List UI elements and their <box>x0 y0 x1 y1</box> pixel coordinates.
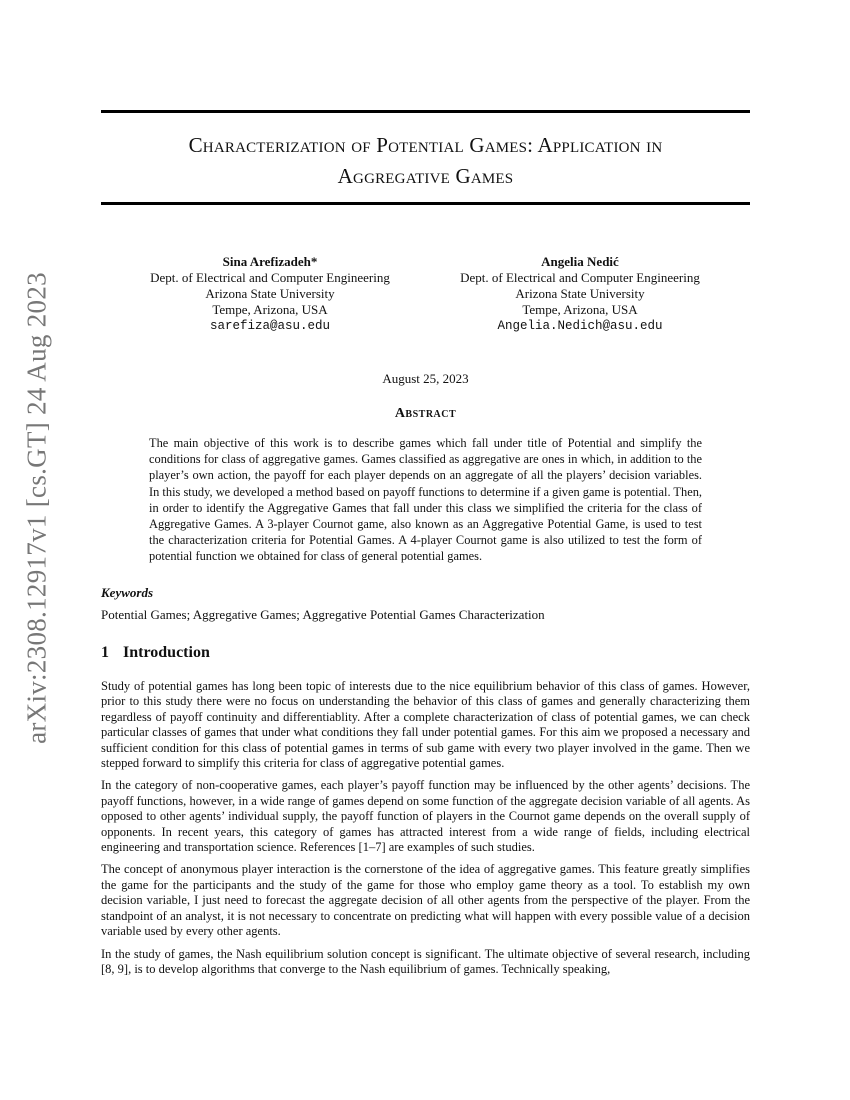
paragraph: Study of potential games has long been topic of interests due to the nice equilibrium behavior of this class of games. However, prior to this study there were no focus on understanding the behavior of this class of games and generally characterizing them regardless of payoff continuity and differentiablity. After a complete characterization of class of potential games, we can check particular classes of games that under what conditions they fall under potential games. For this aim we proposed a necessary and sufficient condition for this class of potential games in terms of sub game with every two player involved in the game. Then we stepped forward to simplify this criteria for class of aggregative potential games. <box>101 679 750 771</box>
paper-date: August 25, 2023 <box>382 371 469 386</box>
paper-title-line1: Characterization of Potential Games: Application in <box>188 133 663 157</box>
introduction-body <box>101 679 750 984</box>
abstract-text: The main objective of this work is to describe games which fall under title of Potential and simplify the conditions for class of aggregative games. Games classified as aggregative are ones in which, in addition to the player’s own action, the payoff for each player depends on an aggregate of all the players’ decision variables. In this study, we developed a method based on payoff functions to determine if a given game is potential. Then, in order to identify the Aggregative Games that fall under this class we simplified the criteria for the class of Aggregative Games. A 3-player Cournot game, also known as an Aggregative Potential Game, is used to test the characterization criteria for Potential Games. A 4-player Cournot game is also utilized to test the form of potential function we obtained for class of general potential games. <box>149 436 702 564</box>
paper-title-line2: Aggregative Games <box>337 164 514 188</box>
author-location: Tempe, Arizona, USA <box>522 302 638 317</box>
title-rule-bottom <box>101 202 750 205</box>
author-dept: Dept. of Electrical and Computer Engineering <box>460 270 700 285</box>
paragraph: In the study of games, the Nash equilibrium solution concept is significant. The ultimate objective of several research, including [8, 9], is to develop algorithms that converge to the Nash equilibrium of games. Technically speaking, <box>101 946 750 976</box>
section-number: 1 <box>101 644 109 661</box>
abstract-heading: Abstract <box>394 406 457 421</box>
arxiv-identifier: arXiv:2308.12917v1 [cs.GT] 24 Aug 2023 <box>21 272 52 744</box>
author-name: Angelia Nedić <box>541 254 619 269</box>
author-university: Arizona State University <box>515 286 645 301</box>
section-title: Introduction <box>123 644 210 661</box>
paper-title <box>101 130 750 192</box>
paragraph: In the category of non-cooperative games, each player’s payoff function may be influenced by the other agents’ decisions. The payoff functions, however, in a wide range of games depend on some function of the aggregate decision variable of all agents. As opposed to other agents’ individual supply, the payoff function of players in the Cournot game depends on the overall supply of opponents. In recent years, this category of games has attracted interest from a wide range of fields, including electrical engineering and transportation science. References [1–7] are examples of such studies. <box>101 778 750 855</box>
paragraph: The concept of anonymous player interaction is the cornerstone of the idea of aggregative games. This feature greatly simplifies the game for the participants and the study of the game for those who employ game theory as a tool. To establish my own decision variable, I just need to forecast the aggregate decision of all other agents from the perspective of the player. From the standpoint of an analyst, it is not necessary to concentrate on predicting what will happen with every possible value of a decision variable used by every other agents. <box>101 862 750 939</box>
section-heading-introduction <box>101 644 210 662</box>
author-email[interactable]: Angelia.Nedich@asu.edu <box>497 319 663 333</box>
author-block-2 <box>430 254 730 334</box>
title-rule-top <box>101 110 750 113</box>
keywords-heading: Keywords <box>101 585 153 600</box>
author-email[interactable]: sarefiza@asu.edu <box>209 319 331 333</box>
author-university: Arizona State University <box>205 286 335 301</box>
author-dept: Dept. of Electrical and Computer Engineering <box>150 270 390 285</box>
arxiv-sidebar <box>22 248 52 768</box>
author-name: Sina Arefizadeh* <box>222 254 318 269</box>
author-block-1 <box>120 254 420 334</box>
keywords-text: Potential Games; Aggregative Games; Aggregative Potential Games Characterization <box>101 607 545 622</box>
author-location: Tempe, Arizona, USA <box>212 302 328 317</box>
